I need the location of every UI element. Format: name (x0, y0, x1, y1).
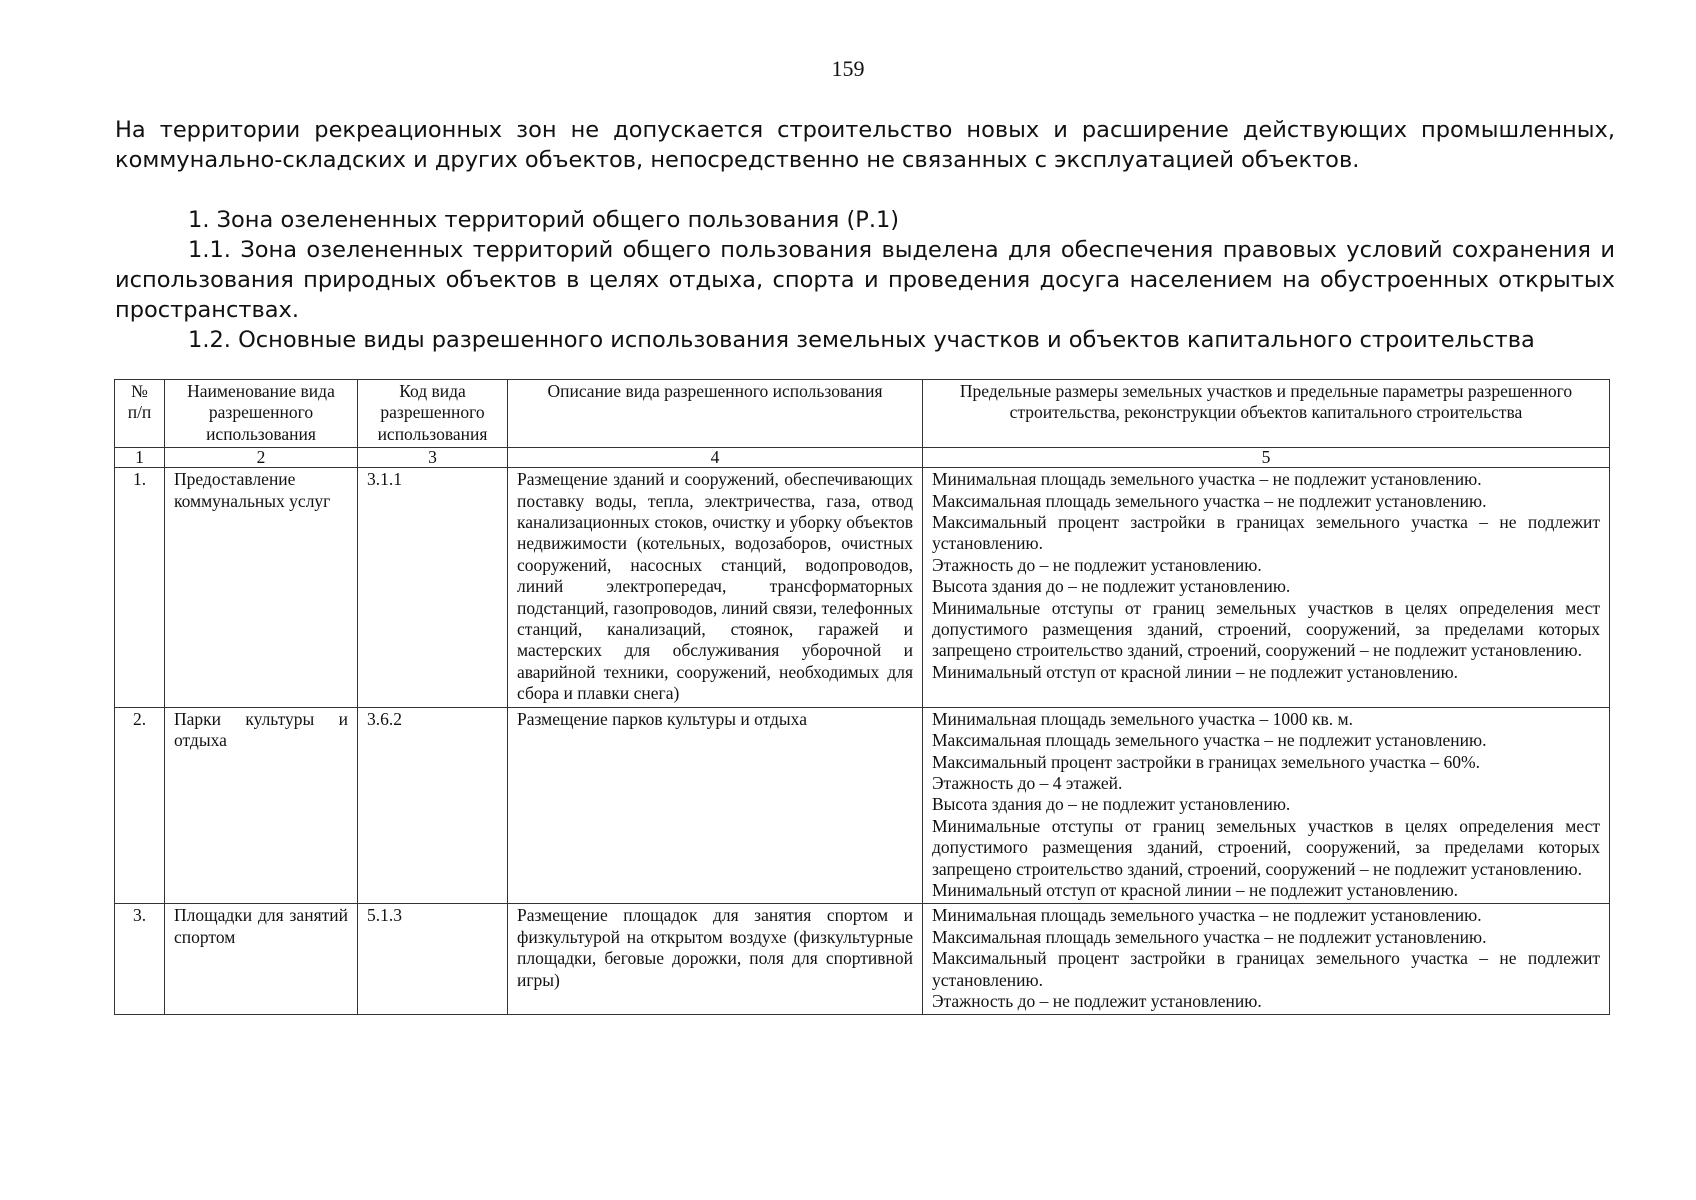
param-line: Максимальная площадь земельного участка – не подлежит установлению. (932, 490, 1487, 511)
row-name: Площадки для занятий спортом (165, 904, 358, 1015)
param-line: Максимальная площадь земельного участка – не подлежит установлению. (932, 730, 1487, 751)
row-num: 1. (115, 468, 165, 707)
table-row (115, 707, 1610, 904)
row-description: Размещение парков культуры и отдыха (508, 707, 923, 904)
row-num: 2. (115, 707, 165, 904)
column-number: 1 (115, 448, 165, 468)
header-params: Предельные размеры земельных участков и предельные параметры разрешенного строительства, реконструкции объектов капитального строительства (923, 380, 1610, 448)
row-name: Предоставление коммунальных услуг (165, 468, 358, 707)
row-params (923, 468, 1610, 707)
zone-section (115, 205, 1615, 355)
param-line: Этажность до – 4 этажей. (932, 772, 1123, 793)
param-line: Высота здания до – не подлежит установлению. (932, 794, 1291, 815)
param-line: Минимальный отступ от красной линии – не подлежит установлению. (932, 879, 1459, 900)
param-line: Минимальный отступ от красной линии – не подлежит установлению. (932, 661, 1459, 682)
row-description: Размещение площадок для занятия спортом и физкультурой на открытом воздухе (физкультурные площадки, беговые дорожки, поля для спортивной игры) (508, 904, 923, 1015)
row-description: Размещение зданий и сооружений, обеспечивающих поставку воды, тепла, электричества, газа, отвод канализационных стоков, очистку и уборку объектов недвижимости (котельных, водозаборов, очистных сооружений, насосных станций, водопроводов, линий электропередач, трансформаторных подстанций, газопроводов, линий связи, телефонных станций, канализаций, стоянок, гаражей и мастерских для обслуживания уборочной и аварийной техники, сооружений, необходимых для сбора и плавки снега) (508, 468, 923, 707)
intro-paragraph: На территории рекреационных зон не допускается строительство новых и расширение действующих промышленных, коммунально-складских и других объектов, непосредственно не связанных с эксплуатацией объектов. (115, 117, 1615, 173)
param-line: Минимальные отступы от границ земельных участков в целях определения мест допустимого размещения зданий, строений, сооружений, за пределами которых запрещено строительство зданий, строений, сооружений – не подлежит установлению. (932, 815, 1600, 879)
param-line: Высота здания до – не подлежит установлению. (932, 576, 1291, 597)
permitted-uses-table (114, 379, 1610, 1015)
param-line: Этажность до – не подлежит установлению. (932, 554, 1262, 575)
param-line: Максимальный процент застройки в границах земельного участка – не подлежит установлению. (932, 512, 1600, 554)
column-number: 3 (358, 448, 508, 468)
column-number: 5 (923, 448, 1610, 468)
param-line: Минимальная площадь земельного участка – не подлежит установлению. (932, 469, 1482, 490)
column-numbers-row (115, 448, 1610, 468)
row-code: 3.1.1 (358, 468, 508, 707)
param-line: Минимальная площадь земельного участка – 1000 кв. м. (932, 708, 1353, 729)
param-line: Максимальный процент застройки в границах земельного участка – 60%. (932, 751, 1481, 772)
table-header-row (115, 380, 1610, 448)
row-name: Парки культуры и отдыха (165, 707, 358, 904)
param-line: Максимальный процент застройки в границах земельного участка – не подлежит установлению. (932, 948, 1600, 990)
table-row (115, 468, 1610, 707)
column-number: 4 (508, 448, 923, 468)
zone-description: 1.1. Зона озелененных территорий общего пользования выделена для обеспечения правовых условий сохранения и использования природных объектов в целях отдыха, спорта и проведения досуга населением на обустроенных открытых пространствах. (115, 237, 1615, 323)
param-line: Минимальная площадь земельного участка – не подлежит установлению. (932, 905, 1482, 926)
zone-title: 1. Зона озелененных территорий общего пользования (Р.1) (188, 207, 900, 233)
param-line: Минимальные отступы от границ земельных участков в целях определения мест допустимого размещения зданий, строений, сооружений, за пределами которых запрещено строительство зданий, строений, сооружений – не подлежит установлению. (932, 597, 1600, 661)
header-code: Код вида разрешенного использования (358, 380, 508, 448)
page-number: 159 (831, 56, 865, 81)
header-name: Наименование вида разрешенного использования (165, 380, 358, 448)
main-uses-title: 1.2. Основные виды разрешенного использования земельных участков и объектов капитального строительства (188, 327, 1535, 353)
row-params (923, 904, 1610, 1015)
param-line: Максимальная площадь земельного участка – не подлежит установлению. (932, 926, 1487, 947)
row-num: 3. (115, 904, 165, 1015)
header-description: Описание вида разрешенного использования (508, 380, 923, 448)
header-num: № п/п (115, 380, 165, 448)
row-code: 3.6.2 (358, 707, 508, 904)
param-line: Этажность до – не подлежит установлению. (932, 990, 1262, 1011)
row-code: 5.1.3 (358, 904, 508, 1015)
row-params (923, 707, 1610, 904)
column-number: 2 (165, 448, 358, 468)
table-row (115, 904, 1610, 1015)
